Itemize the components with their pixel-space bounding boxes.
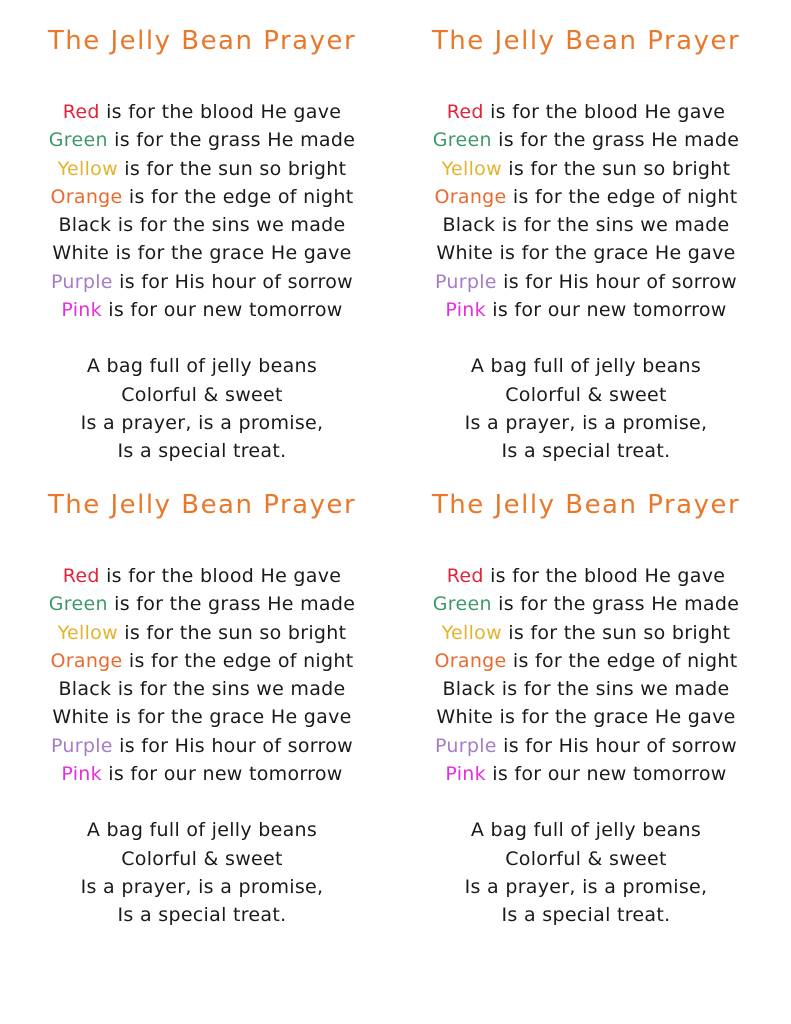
verse-text: is for His hour of sorrow [112,734,353,757]
stanza-line: Colorful & sweet [121,383,283,406]
color-word: Yellow [57,621,118,644]
prayer-card-top-right [426,18,746,466]
color-word: Pink [445,299,486,322]
verse-text: is for the blood He gave [483,565,726,587]
verse-text: is for the grass He made [491,129,740,152]
verse-line [426,647,746,675]
verse-line [426,211,746,239]
color-word: Pink [445,763,486,786]
color-word: Black [58,214,112,237]
stanza-line: A bag full of jelly beans [470,819,702,842]
verse-text: is for the grace He gave [493,706,736,729]
stanza-line: Is a special treat. [117,904,287,927]
card-title: The Jelly Bean Prayer [431,490,741,520]
color-word: Yellow [441,157,502,180]
stanza-line: Is a prayer, is a promise, [80,411,324,434]
color-word: White [52,706,110,729]
color-word: Black [442,214,496,237]
verse-line [426,239,746,267]
verse-text: is for the sun so bright [501,621,731,644]
verse-line [42,590,362,618]
verse-line [426,562,746,590]
color-word: Red [446,565,484,587]
color-word: Orange [50,185,123,208]
verse-line [42,296,362,324]
verse-text: is for the grace He gave [493,242,736,265]
verse-text: is for the sun so bright [501,157,731,180]
verse-lines [426,562,746,788]
stanza-lines [426,352,746,465]
verse-line [42,268,362,296]
verse-line [426,183,746,211]
color-word: Pink [61,763,102,786]
color-word: Purple [434,270,497,293]
verse-text: is for His hour of sorrow [496,270,737,293]
verse-text: is for the sins we made [495,214,730,237]
verse-line [42,98,362,126]
verse-line [42,647,362,675]
card-title: The Jelly Bean Prayer [47,26,357,56]
verse-line [426,619,746,647]
color-word: Pink [61,299,102,322]
color-word: Yellow [441,621,502,644]
verse-text: is for our new tomorrow [485,299,727,322]
verse-line [42,211,362,239]
verse-line [42,126,362,154]
verse-line [426,268,746,296]
verse-line [42,732,362,760]
prayer-card-top-left [42,18,362,466]
verse-line [42,239,362,267]
verse-line [42,562,362,590]
color-word: Purple [50,734,113,757]
color-word: Green [432,129,492,152]
verse-text: is for our new tomorrow [101,763,343,786]
card-title: The Jelly Bean Prayer [47,490,357,520]
stanza-line: A bag full of jelly beans [470,355,702,378]
verse-text: is for the blood He gave [483,101,726,123]
verse-text: is for the sun so bright [117,157,347,180]
color-word: Orange [434,649,507,672]
verse-text: is for our new tomorrow [485,763,727,786]
verse-text: is for the sins we made [111,214,346,237]
color-word: Yellow [57,157,118,180]
verse-line [42,183,362,211]
stanza-line: Colorful & sweet [121,847,283,870]
stanza-line: Is a special treat. [501,440,671,463]
verse-line [42,619,362,647]
stanza-line: Is a special treat. [117,440,287,463]
verse-line [426,155,746,183]
verse-lines [42,562,362,788]
color-word: Black [442,678,496,701]
verse-lines [42,98,362,324]
verse-text: is for the sins we made [111,678,346,701]
color-word: Orange [50,649,123,672]
card-title: The Jelly Bean Prayer [431,26,741,56]
verse-line [42,155,362,183]
verse-text: is for the grass He made [491,593,740,616]
color-word: Green [48,593,108,616]
stanza-lines [42,352,362,465]
color-word: Purple [434,734,497,757]
verse-line [426,98,746,126]
stanza-line: Colorful & sweet [505,383,667,406]
stanza-line: Is a prayer, is a promise, [80,875,324,898]
verse-text: is for the grace He gave [109,706,352,729]
verse-text: is for the edge of night [122,185,354,208]
stanza-lines [426,816,746,929]
stanza-line: Is a prayer, is a promise, [464,875,708,898]
color-word: Red [446,101,484,123]
color-word: Black [58,678,112,701]
color-word: Purple [50,270,113,293]
verse-text: is for the edge of night [506,185,738,208]
color-word: White [436,242,494,265]
verse-text: is for the sun so bright [117,621,347,644]
stanza-line: Colorful & sweet [505,847,667,870]
verse-text: is for the blood He gave [99,565,342,587]
stanza-line: Is a special treat. [501,904,671,927]
verse-text: is for the grass He made [107,129,356,152]
color-word: Red [62,565,100,587]
color-word: White [52,242,110,265]
verse-text: is for His hour of sorrow [496,734,737,757]
color-word: White [436,706,494,729]
color-word: Red [62,101,100,123]
verse-text: is for the sins we made [495,678,730,701]
verse-text: is for His hour of sorrow [112,270,353,293]
verse-line [426,760,746,788]
verse-text: is for the blood He gave [99,101,342,123]
verse-text: is for the grace He gave [109,242,352,265]
verse-line [42,675,362,703]
verse-line [426,675,746,703]
verse-line [426,703,746,731]
verse-text: is for the edge of night [506,649,738,672]
stanza-line: Is a prayer, is a promise, [464,411,708,434]
color-word: Orange [434,185,507,208]
stanza-line: A bag full of jelly beans [86,819,318,842]
prayer-card-bottom-left [42,482,362,930]
verse-text: is for the grass He made [107,593,356,616]
verse-text: is for our new tomorrow [101,299,343,322]
verse-line [426,590,746,618]
verse-line [426,296,746,324]
verse-line [42,703,362,731]
color-word: Green [432,593,492,616]
prayer-card-bottom-right [426,482,746,930]
verse-line [426,126,746,154]
stanza-lines [42,816,362,929]
verse-text: is for the edge of night [122,649,354,672]
verse-lines [426,98,746,324]
verse-line [42,760,362,788]
verse-line [426,732,746,760]
stanza-line: A bag full of jelly beans [86,355,318,378]
color-word: Green [48,129,108,152]
